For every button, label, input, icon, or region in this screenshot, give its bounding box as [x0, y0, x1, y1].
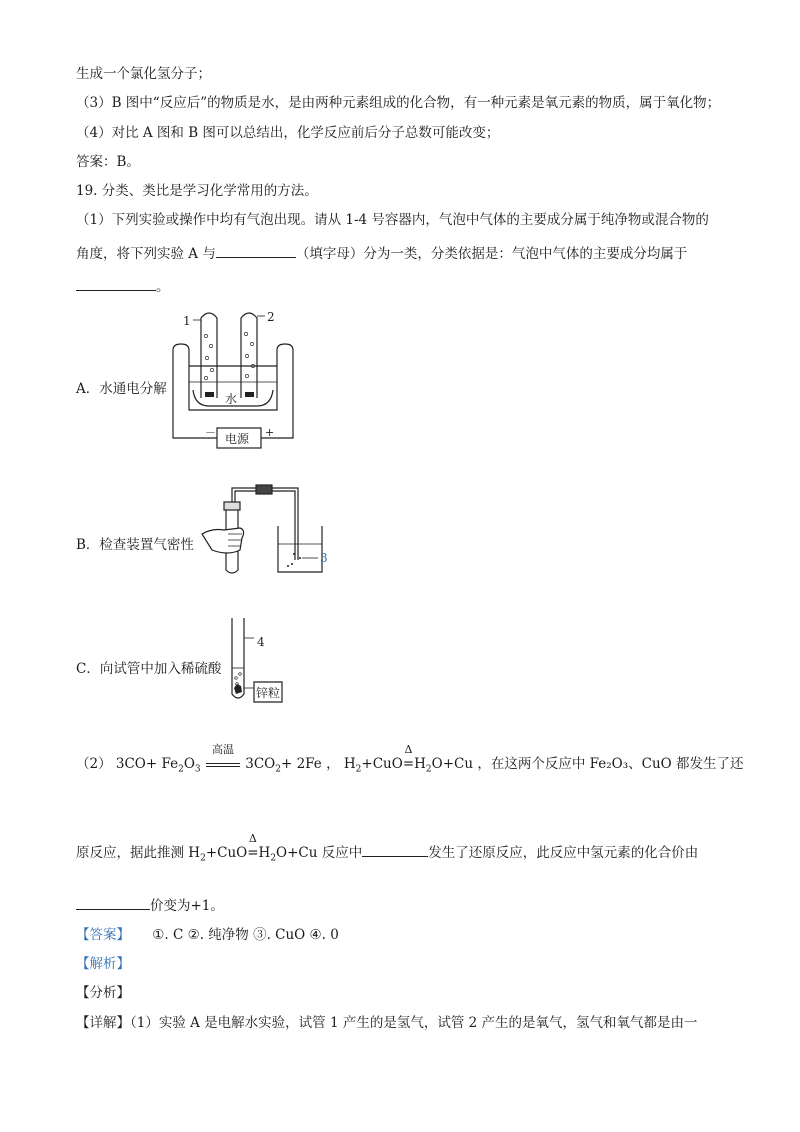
q2-line-3: [76, 895, 224, 916]
eq2-left: H: [188, 845, 201, 861]
text-segment: 价变为+1。: [150, 898, 224, 914]
power-label: 电源: [225, 432, 250, 446]
option-a-label: A．水通电分解: [76, 381, 167, 397]
text-segment: （2）: [76, 756, 112, 772]
answer-content: ①. C ②. 纯净物 ③. CuO ④. 0: [152, 927, 339, 943]
text-line: [76, 276, 170, 297]
eq2-right: H: [414, 756, 426, 772]
text-segment: 反应中: [321, 845, 363, 861]
text-segment: ，在这两个反应中 Fe₂O₃、CuO 都发生了还: [477, 756, 744, 772]
eq2-right: H: [258, 845, 271, 861]
equation-1: $3CO+ Fe_2O_3$ 高温 $3CO_2+ 2Fe$: [116, 756, 326, 772]
answer-line: [76, 925, 339, 945]
text-segment: 发生了还原反应，此反应中氢元素的化合价由: [428, 845, 699, 861]
eq2-condition: Δ =: [247, 843, 258, 863]
text-line: （3）B 图中“反应后”的物质是水，是由两种元素组成的化合物，有一种元素是氧元素的物质，属于氧化物；: [76, 95, 721, 111]
text-segment: 。: [156, 279, 170, 295]
tube-2-label: 2: [267, 310, 275, 324]
option-c-label: C．向试管中加入稀硫酸: [76, 661, 222, 677]
electrode-icon: [245, 392, 254, 397]
eq1-condition-text: 高温: [211, 743, 234, 756]
text-line: 生成一个氯化氢分子；: [76, 66, 211, 82]
equation-2-repeat: $H_2+CuO$ Δ $=H_2O+Cu$: [188, 845, 321, 861]
equation-2: $H_2+CuO$ Δ $=H_2O+Cu$: [344, 756, 477, 772]
answer-tag: 【答案】: [76, 927, 130, 943]
text-line: 答案：B。: [76, 154, 140, 170]
water-label: 水: [225, 392, 238, 406]
eq2-tail: O+Cu: [276, 845, 318, 861]
text-line: （4）对比 A 图和 B 图可以总结出，化学反应前后分子总数可能改变；: [76, 125, 500, 141]
answer-blank: [216, 243, 296, 258]
text-segment: （填字母）分为一类，分类依据是：气泡中气体的主要成分均属于: [295, 246, 688, 262]
zinc-granule-icon: [234, 684, 242, 694]
tube-4-label: 4: [257, 635, 265, 649]
eq2-left: H: [343, 756, 356, 772]
eq1-condition: [205, 743, 241, 774]
detail-line: [76, 1013, 698, 1033]
analysis-tag: 【解析】: [76, 956, 130, 972]
electrolysis-figure: [165, 306, 300, 458]
answer-blank: [76, 276, 156, 291]
plus-label: +: [265, 426, 275, 439]
option-b-label: B．检查装置气密性: [76, 537, 194, 553]
eq1-product: 3CO: [245, 756, 276, 772]
eq2-mid: +CuO: [361, 756, 403, 772]
zinc-label: 锌粒: [256, 686, 281, 700]
eq2-condition: Δ =: [403, 754, 414, 774]
electrode-icon: [205, 392, 214, 397]
detail-content: （1）实验 A 是电解水实验，试管 1 产生的是氢气，试管 2 产生的是氧气，氢气和氧气都是由一: [130, 1015, 698, 1031]
question-title: 19. 分类、类比是学习化学常用的方法。: [76, 183, 318, 199]
answer-blank: [362, 842, 428, 857]
text-line: （1）下列实验或操作中均有气泡出现。请从 1-4 号容器内，气泡中气体的主要成分属于纯净物或混合物的: [76, 212, 709, 228]
text-segment: 原反应，据此推测: [76, 845, 184, 861]
zinc-acid-figure: [220, 616, 300, 708]
separator: ，: [326, 756, 340, 772]
q2-line-1: [76, 743, 744, 780]
text-segment: 角度，将下列实验 A 与: [76, 246, 216, 262]
eq2-tail: O+Cu: [431, 756, 474, 772]
eq2-condition-text: Δ: [404, 743, 413, 756]
detail-tag: 【详解】: [76, 1015, 130, 1031]
eq2-mid: +CuO: [205, 845, 248, 861]
eq1-tail: + 2Fe: [280, 756, 322, 772]
fenxi-tag: 【分析】: [76, 985, 130, 1001]
text-line: [76, 243, 687, 264]
eq2-condition-text: Δ: [248, 832, 257, 845]
eq1-reactants: 3CO+ Fe: [115, 756, 179, 772]
beaker-3-label: 3: [320, 551, 328, 565]
airtightness-figure: [198, 478, 353, 578]
minus-label: －: [205, 426, 216, 439]
answer-blank: [76, 895, 150, 910]
q2-line-2: [76, 832, 699, 869]
tube-1-label: 1: [183, 314, 191, 328]
